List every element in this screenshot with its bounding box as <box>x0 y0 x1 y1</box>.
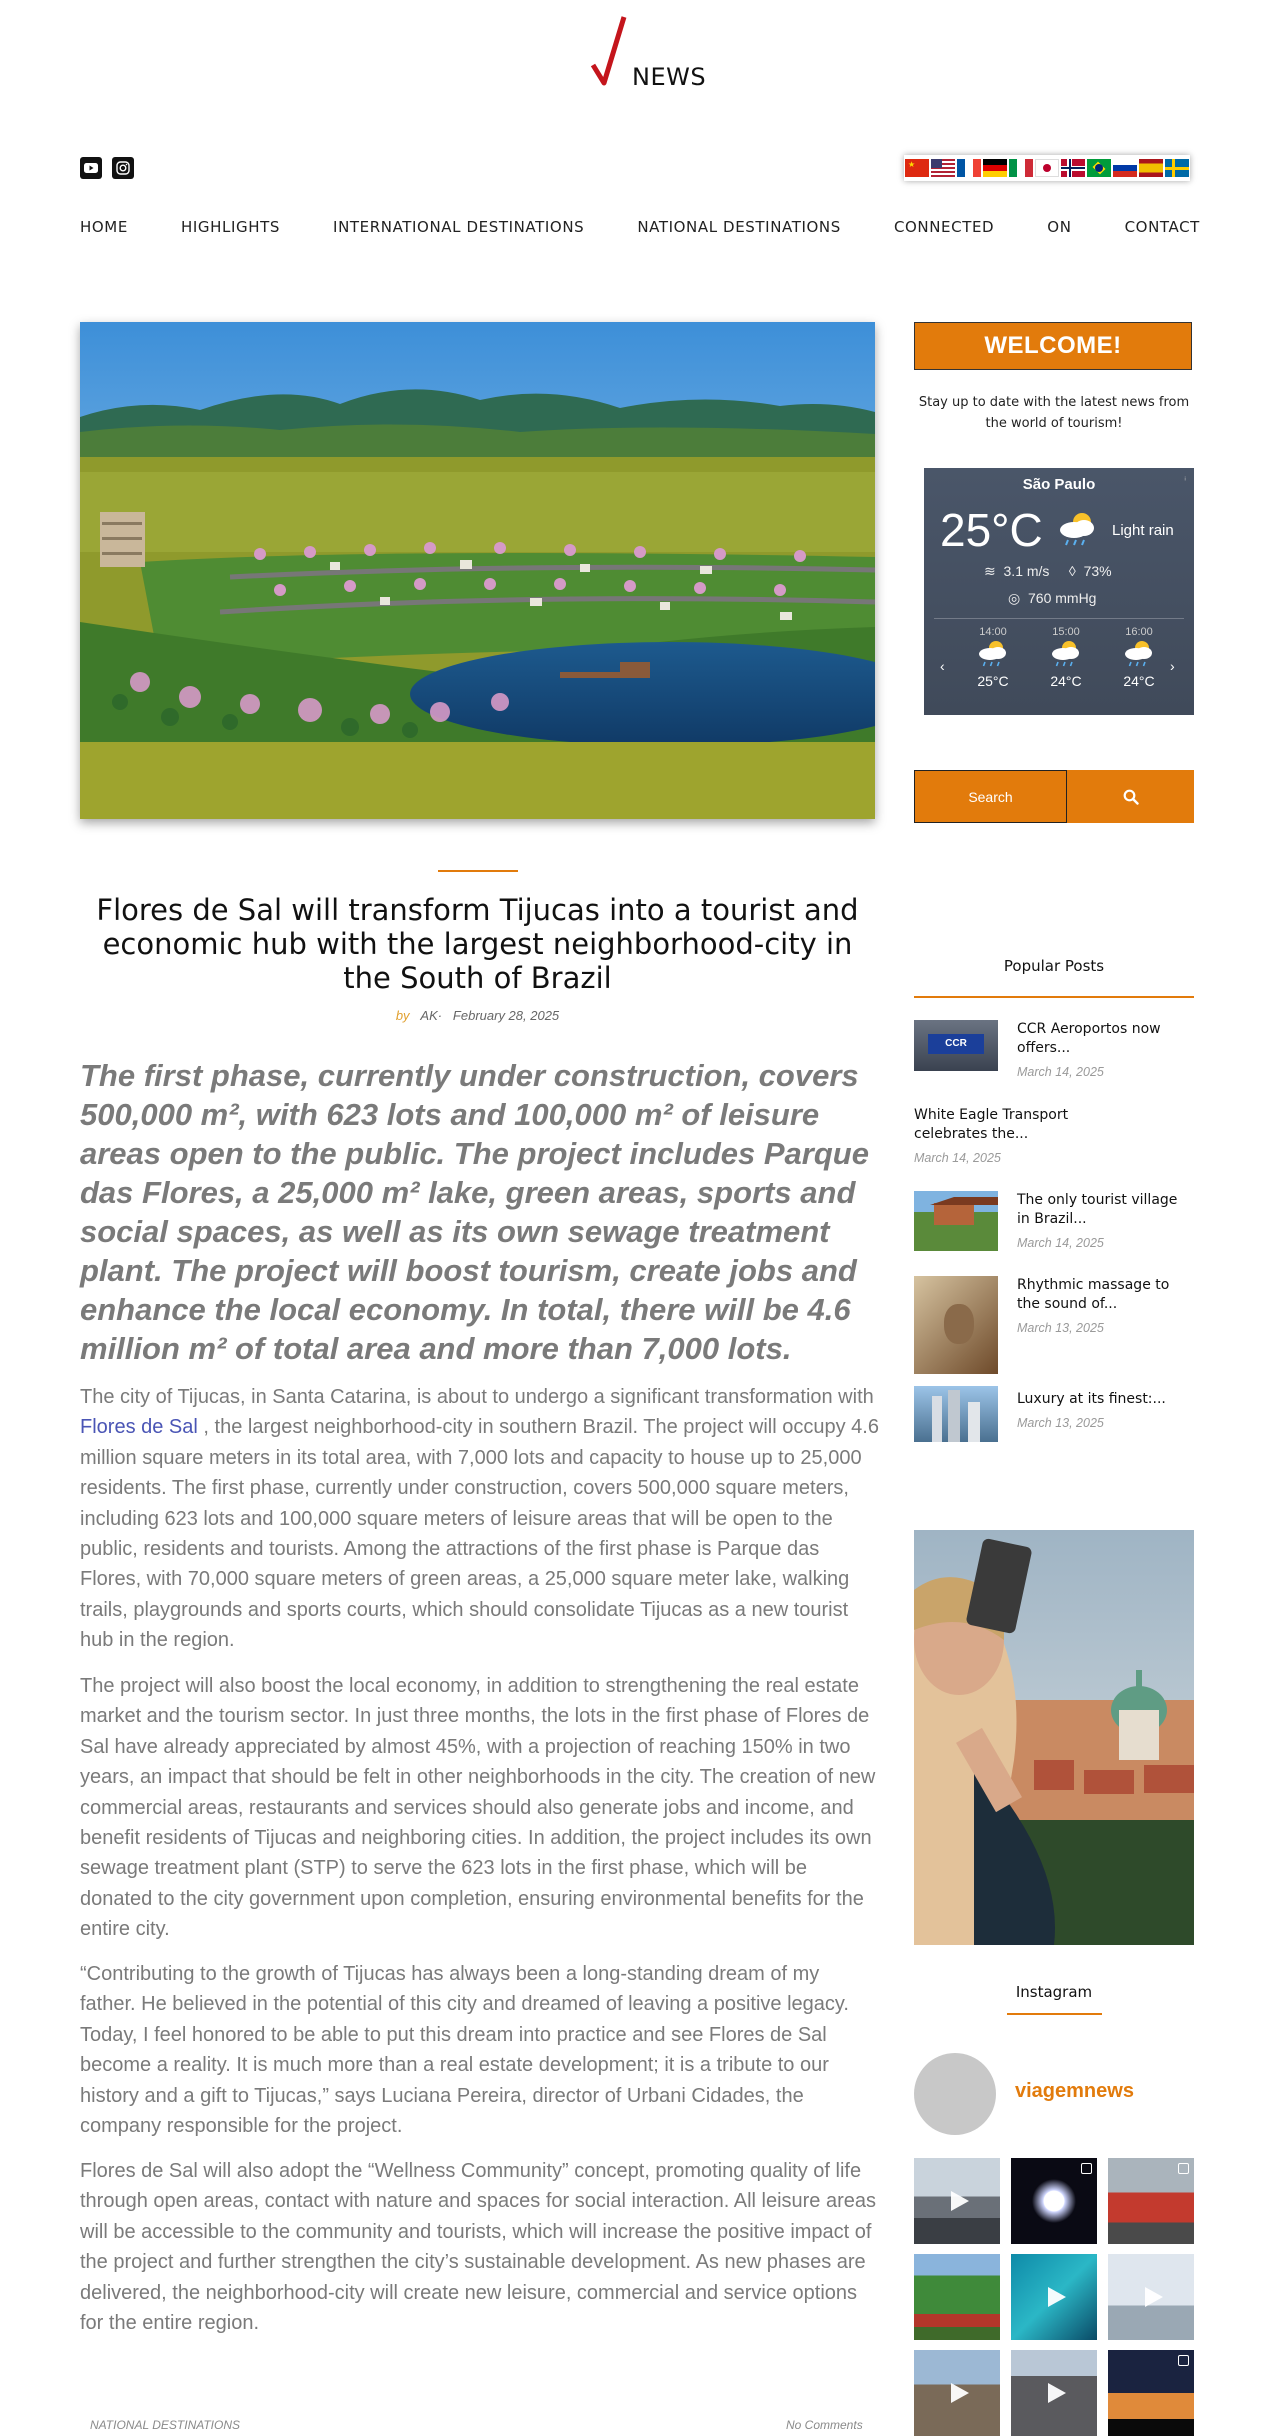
instagram-divider <box>1007 2013 1102 2015</box>
nav-highlights[interactable]: HIGHLIGHTS <box>180 218 280 236</box>
forecast-time: 16:00 <box>1125 626 1153 638</box>
featured-image <box>80 322 875 819</box>
sun-rain-cloud-icon <box>1122 638 1156 668</box>
article-paragraph-2: The project will also boost the local economy, in addition to strengthening the real estate market and the tourism sector. In just three months, the lots in the first phase of Flores de Sal have already appreciated by almost 45%, with a projection of reaching 150% in two years, an impact that should be felt in other neighborhoods in the city. The creation of new commercial areas, restaurants and services should also generate jobs and income, and benefit residents of Tijucas and neighboring cities. In addition, the project includes its own sewage treatment plant (STP) to serve the 623 lots in the first phase, which will be donated to the city government upon completion, ensuring environmental benefits for the entire city. <box>80 1675 876 1941</box>
instagram-post[interactable] <box>914 2158 1000 2244</box>
forecast-time: 14:00 <box>979 626 1007 638</box>
search-button[interactable] <box>1067 770 1194 823</box>
popular-post-date: March 14, 2025 <box>1017 1065 1104 1079</box>
nav-national-destinations[interactable]: NATIONAL DESTINATIONS <box>637 218 841 236</box>
nav-home[interactable]: HOME <box>80 218 128 236</box>
flores-de-sal-link[interactable]: Flores de Sal <box>80 1416 198 1439</box>
instagram-post[interactable] <box>1108 2254 1194 2340</box>
p1-end: , the largest neighborhood-city in southern Brazil. The project will occupy 4.6 million square meters in its total area, with 7,000 lots and capacity to house up to 25,000 residents. The first phase, currently under construction, covers 500,000 square meters, including 623 lots and 100,000 square meters of leisure areas that will be open to the public, residents and tourists. Among the attractions of the first phase is Parque das Flores, with 70,000 square meters of green areas, a 25,000 square meter lake, walking trails, playgrounds and sports courts, which should consolidate Tijucas as a new tourist hub in the region. <box>80 1416 879 1652</box>
flag-ru-icon[interactable] <box>1113 159 1137 177</box>
article-paragraph-3: “Contributing to the growth of Tijucas has always been a long-standing dream of my father. He believed in the potential of this city and dreamed of leaving a positive legacy. Today, I feel honored to be able to put this dream into practice and see Flores de Sal become a reality. It is much more than a real estate development; it is a tribute to our history and a gift to Tijucas,” says Luciana Pereira, director of Urbani Cidades, the company responsible for the project. <box>80 1963 849 2138</box>
instagram-post[interactable] <box>1011 2350 1097 2436</box>
forecast-time: 15:00 <box>1052 626 1080 638</box>
weather-divider <box>934 618 1184 619</box>
article-comments[interactable]: No Comments <box>786 2418 863 2432</box>
search-icon <box>1123 789 1139 805</box>
sun-rain-cloud-icon <box>1056 508 1100 548</box>
play-icon <box>1048 2287 1066 2307</box>
article-byline: by AK· February 28, 2025 <box>395 1008 560 1023</box>
p1-start: The city of Tijucas, in Santa Catarina, is about to undergo a significant transformation with <box>80 1386 874 1408</box>
popular-post-title[interactable]: Luxury at its finest:... <box>1017 1391 1166 1407</box>
popular-post-title[interactable]: Rhythmic massage to the sound of... <box>1017 1277 1170 1312</box>
article-lead: The first phase, currently under construction, covers 500,000 m², with 623 lots and 100,000 m² of leisure areas open to the public. The project includes Parque das Flores, a 25,000 m² lake, green areas, sports and social spaces, as well as its own sewage treatment plant. The project will boost tourism, create jobs and enhance the local economy. In total, there will be 4.6 million m² of total area and more than 7,000 lots. <box>80 1058 869 1366</box>
weather-pressure-row <box>1008 590 1096 607</box>
weather-condition: Light rain <box>1112 522 1174 539</box>
article-paragraph-1 <box>80 1382 880 1656</box>
instagram-post[interactable] <box>1108 2158 1194 2244</box>
popular-post-title[interactable]: The only tourist village in Brazil... <box>1017 1192 1178 1227</box>
weather-humidity: 73% <box>1083 563 1112 579</box>
popular-post-title[interactable]: CCR Aeroportos now offers... <box>1017 1021 1161 1056</box>
welcome-banner: WELCOME! <box>914 322 1192 370</box>
welcome-subtitle: Stay up to date with the latest news from the world of tourism! <box>918 395 1190 431</box>
forecast-next-icon[interactable]: › <box>1170 658 1175 674</box>
popular-post-title[interactable]: White Eagle Transport celebrates the... <box>914 1107 1069 1142</box>
instagram-post[interactable] <box>914 2350 1000 2436</box>
search-input[interactable]: Search <box>914 770 1067 823</box>
flag-se-icon[interactable] <box>1165 159 1189 177</box>
forecast-item <box>968 626 1018 689</box>
youtube-link[interactable] <box>80 157 102 179</box>
play-icon <box>1048 2383 1066 2403</box>
sun-rain-cloud-icon <box>976 638 1010 668</box>
humidity-icon: ◊ <box>1068 563 1076 579</box>
play-icon <box>1145 2287 1163 2307</box>
popular-post-date: March 13, 2025 <box>1017 1416 1104 1430</box>
weather-temp: 25°C <box>940 504 1043 556</box>
article-paragraph-4: Flores de Sal will also adopt the “Wellness Community” concept, promoting quality of life through open areas, contact with nature and spaces for social interaction. All leisure areas will be accessible to the community and tourists, which will increase the positive impact of the project and further strengthen the city’s sustainable development. As new phases are delivered, the neighborhood-city will create new leisure, commercial and service options for the entire region. <box>80 2160 877 2335</box>
instagram-post[interactable] <box>1011 2158 1097 2244</box>
youtube-icon <box>84 163 98 173</box>
flag-it-icon[interactable] <box>1009 159 1033 177</box>
forecast-temp: 25°C <box>977 673 1009 689</box>
flag-us-icon[interactable] <box>931 159 955 177</box>
instagram-avatar[interactable] <box>914 2053 996 2135</box>
forecast-prev-icon[interactable]: ‹ <box>940 658 945 674</box>
weather-city: São Paulo <box>1022 476 1096 493</box>
flag-br-icon[interactable] <box>1087 159 1111 177</box>
site-logo[interactable] <box>590 15 707 95</box>
main-nav <box>80 218 1200 236</box>
instagram-post[interactable] <box>1108 2350 1194 2436</box>
popular-post-date: March 14, 2025 <box>1017 1236 1104 1250</box>
weather-pressure: 760 mmHg <box>1028 590 1097 606</box>
play-icon <box>951 2191 969 2211</box>
popular-post-date: March 14, 2025 <box>914 1151 1001 1165</box>
popular-post-thumb[interactable] <box>914 1191 998 1251</box>
flag-de-icon[interactable] <box>983 159 1007 177</box>
nav-connected[interactable]: CONNECTED <box>893 218 995 236</box>
instagram-title: Instagram <box>1015 1983 1093 2001</box>
popular-post-thumb[interactable]: CCR <box>914 1020 998 1071</box>
article-title: Flores de Sal will transform Tijucas into a tourist and economic hub with the largest neighborhood-city in the South of Brazil <box>96 893 859 995</box>
forecast-temp: 24°C <box>1050 673 1082 689</box>
instagram-post[interactable] <box>1011 2254 1097 2340</box>
multiple-images-icon <box>1081 2163 1092 2174</box>
byline-by: by <box>395 1008 410 1023</box>
popular-post-thumb[interactable] <box>914 1276 998 1374</box>
weather-widget <box>924 468 1194 715</box>
byline-author[interactable]: AK <box>420 1008 438 1023</box>
nav-on[interactable]: ON <box>1047 218 1072 236</box>
popular-post-date: March 13, 2025 <box>1017 1321 1104 1335</box>
info-icon[interactable]: ⁱ <box>1184 476 1186 487</box>
popular-post-thumb[interactable] <box>914 1386 998 1442</box>
flag-jp-icon[interactable] <box>1035 159 1059 177</box>
sun-rain-cloud-icon <box>1049 638 1083 668</box>
wind-icon: ≋ <box>984 563 996 579</box>
instagram-handle[interactable]: viagemnews <box>1015 2080 1134 2102</box>
popular-posts-title: Popular Posts <box>1003 957 1105 975</box>
flag-es-icon[interactable] <box>1139 159 1163 177</box>
forecast-temp: 24°C <box>1123 673 1155 689</box>
language-selector[interactable] <box>904 155 1190 181</box>
flag-fr-icon[interactable] <box>957 159 981 177</box>
article-category[interactable]: NATIONAL DESTINATIONS <box>90 2418 241 2432</box>
flag-no-icon[interactable] <box>1061 159 1085 177</box>
logo-text: NEWS <box>632 63 707 91</box>
weather-forecast <box>968 626 1164 689</box>
pressure-icon: ◎ <box>1008 590 1021 606</box>
instagram-link[interactable] <box>112 157 134 179</box>
sidebar-ad-image[interactable] <box>914 1530 1194 1945</box>
forecast-item <box>1114 626 1164 689</box>
title-divider <box>438 870 518 872</box>
nav-international-destinations[interactable]: INTERNATIONAL DESTINATIONS <box>333 218 585 236</box>
instagram-icon <box>116 161 130 175</box>
weather-wind-row <box>984 563 1112 580</box>
weather-wind: 3.1 m/s <box>1003 563 1050 579</box>
play-icon <box>951 2383 969 2403</box>
instagram-post[interactable] <box>914 2254 1000 2340</box>
multiple-images-icon <box>1178 2163 1189 2174</box>
forecast-item <box>1041 626 1091 689</box>
nav-contact[interactable]: CONTACT <box>1124 218 1200 236</box>
byline-date: February 28, 2025 <box>452 1008 560 1023</box>
flag-cn-icon[interactable]: ★ <box>905 159 929 177</box>
multiple-images-icon <box>1178 2355 1189 2366</box>
popular-posts-divider <box>914 996 1194 998</box>
